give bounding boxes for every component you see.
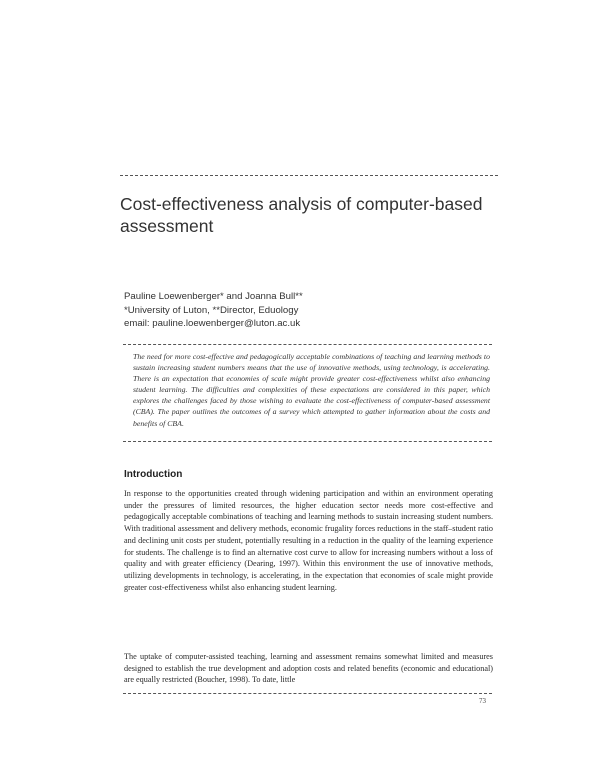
abstract-bottom-rule [123,441,492,442]
section-heading-introduction: Introduction [124,469,183,480]
author-names: Pauline Loewenberger* and Joanna Bull** [124,291,303,302]
abstract-top-rule [123,344,492,345]
page-number: 73 [479,697,486,705]
body-paragraph: In response to the opportunities created through widening participation and within an environment operating under the pressures of limited resources, the higher education sector needs more cost-effective and pedagogically acceptable combinations of teaching and learning methods to sustain increasing student numbers. With traditional assessment and delivery methods, economic frugality forces reductions in the staff–student ratio and declining unit costs per student, potentially resulting in a reduction in the quality of the learning experience for students. The challenge is to find an alternative cost curve to allow for increasing numbers without a loss of quality and with greater efficiency (Dearing, 1997). Within this environment the use of innovative methods, utilizing developments in technology, is accelerating, in the expectation that economies of scale might provide greater cost-effectiveness whilst also enhancing student learning. [124,489,493,592]
abstract-text: The need for more cost-effective and pedagogically acceptable combinations of teaching and learning methods to sustain increasing student numbers means that the use of innovative methods, using technology, is accelerating. There is an expectation that economies of scale might provide greater cost-effectiveness whilst also enhancing student learning. The difficulties and complexities of these expectations are considered in this paper, which explores the challenges faced by those wishing to evaluate the cost-effectiveness of computer-based assessment (CBA). The paper outlines the outcomes of a survey which attempted to gather information about the costs and benefits of CBA. [133,352,490,428]
paper-title: Cost-effectiveness analysis of computer-based assessment [120,194,483,236]
author-affiliation: *University of Luton, **Director, Eduology [124,304,299,316]
author-email: email: pauline.loewenberger@luton.ac.uk [124,318,301,330]
header-rule [120,175,498,176]
author-block [124,290,494,331]
body-paragraph: The uptake of computer-assisted teaching, learning and assessment remains somewhat limited and measures designed to establish the true development and adoption costs and related benefits (economic and educational) are equally restricted (Boucher, 1998). To date, little [124,652,493,685]
footer-rule [123,693,492,694]
